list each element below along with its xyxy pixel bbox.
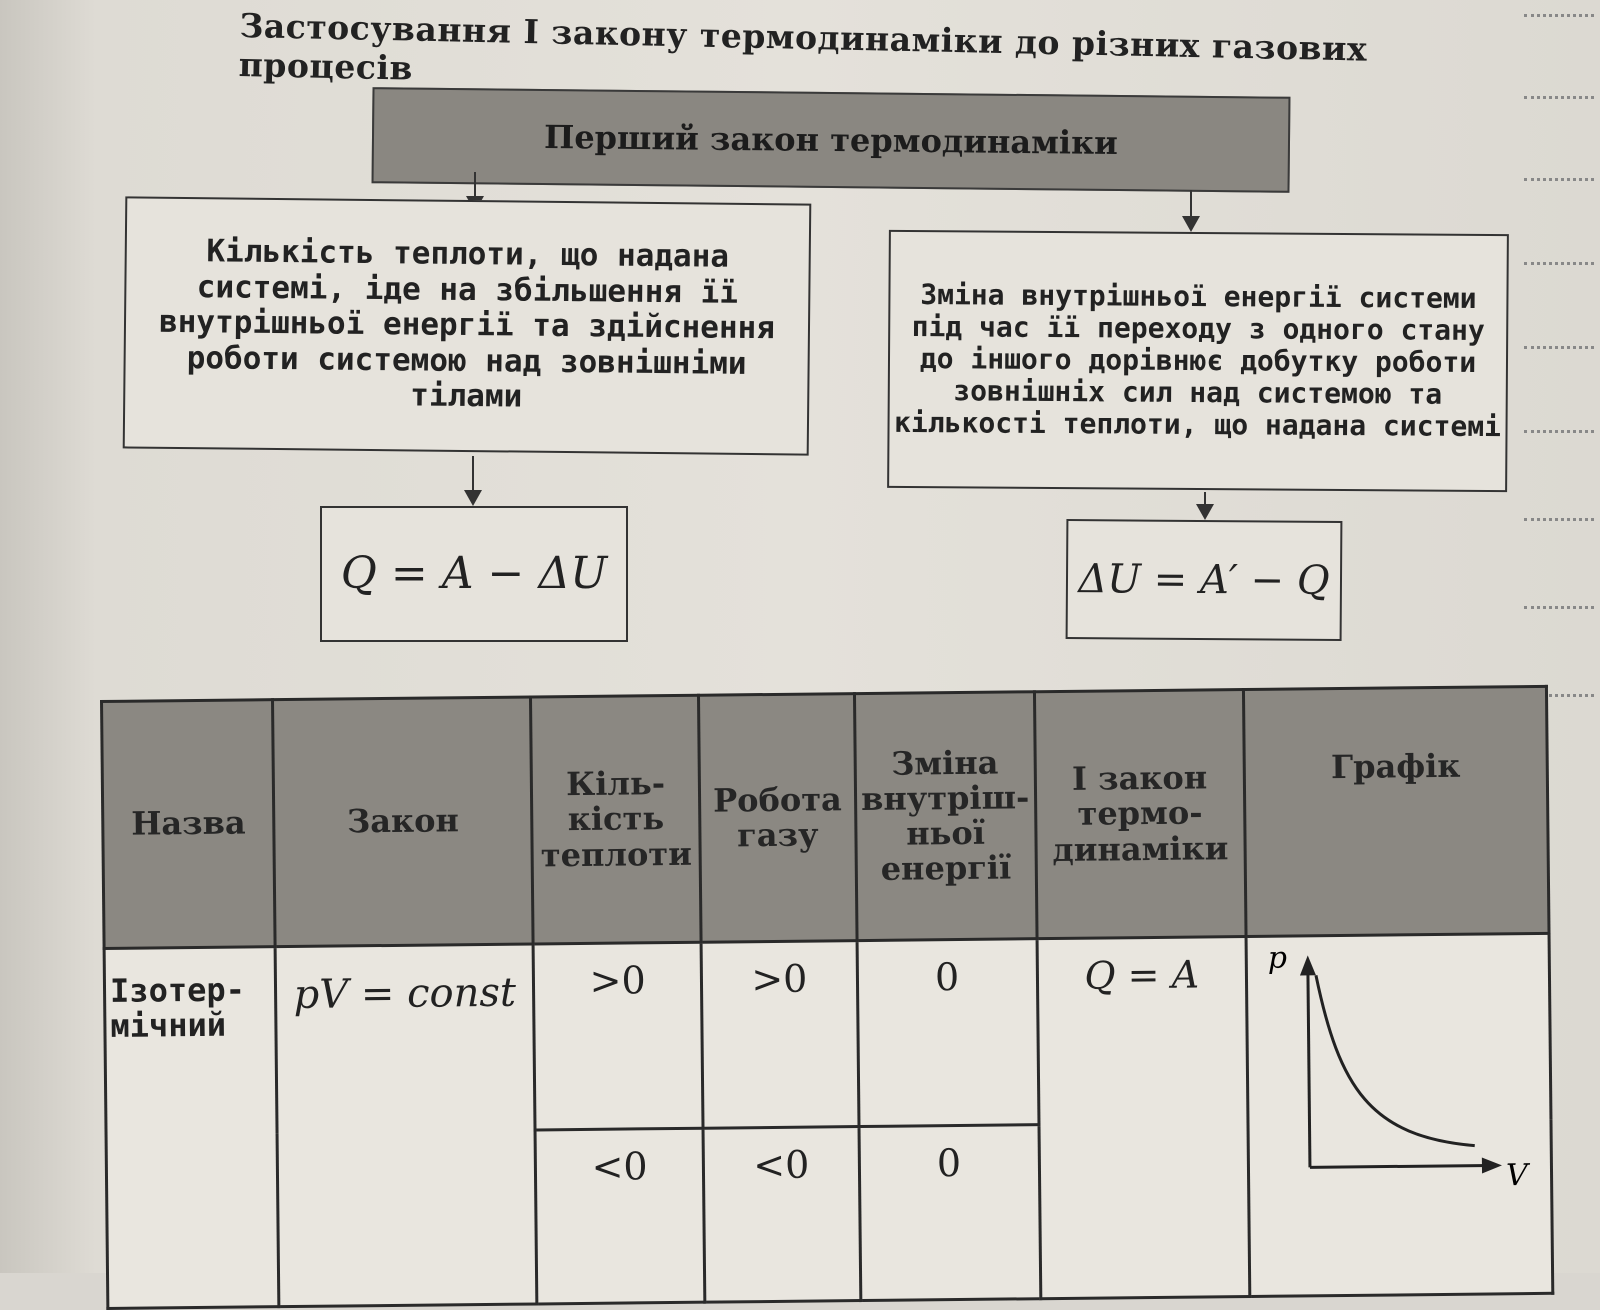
work-negative: <0 <box>703 1127 860 1303</box>
processes-table-wrap <box>100 685 1566 1260</box>
y-axis-label: p <box>1267 940 1288 976</box>
left-formula: Q = A − ΔU <box>320 506 628 642</box>
margin-dots <box>1524 262 1594 265</box>
margin-dots <box>1524 14 1594 17</box>
margin-dots <box>1524 430 1594 433</box>
isotherm-graph <box>1248 935 1551 1258</box>
energy-zero-1: 0 <box>857 939 1039 1127</box>
first-law-header: Перший закон термодинаміки <box>372 87 1291 193</box>
margin-dots <box>1524 606 1594 609</box>
x-axis-arrow-icon <box>1482 1157 1502 1173</box>
margin-dots <box>1524 178 1594 181</box>
margin-dots <box>1524 96 1594 99</box>
table-header-row <box>102 686 1550 948</box>
header-law: Закон <box>273 697 534 947</box>
header-name: Назва <box>102 700 276 949</box>
process-name: Ізотер- мічний <box>104 947 279 1309</box>
header-first-law: І закон термо- динаміки <box>1034 690 1246 939</box>
work-positive: >0 <box>701 941 858 1129</box>
margin-dots <box>1524 346 1594 349</box>
header-graph: Графік <box>1243 686 1549 936</box>
heat-negative: <0 <box>535 1128 705 1304</box>
energy-zero-2: 0 <box>859 1125 1041 1301</box>
process-law: pV = const <box>275 944 537 1307</box>
first-law-formula: Q = A <box>1037 937 1250 1299</box>
x-axis-label: V <box>1505 1158 1528 1194</box>
heat-positive: >0 <box>533 942 703 1130</box>
isotherm-curve <box>1316 974 1475 1148</box>
page-title: Застосування І закону термодинаміки до різних газових процесів <box>238 6 1368 88</box>
right-statement: Зміна внутрішньої енергії системи під час її переходу з одного стану до іншого дорівнює добутку роботи зовнішніх сил над системою та кількості теплоти, що надана системі <box>887 230 1509 492</box>
y-axis-arrow-icon <box>1300 955 1316 975</box>
right-formula: ΔU = A′ − Q <box>1066 519 1343 641</box>
margin-dots <box>1524 518 1594 521</box>
arrow-down-icon <box>1204 492 1206 506</box>
left-statement: Кількість теплоти, що надана системі, іде на збільшення її внутрішньої енергії та здійснення роботи системою над зовнішніми тілами <box>123 196 812 455</box>
processes-table <box>100 685 1554 1310</box>
arrow-down-icon <box>472 456 474 492</box>
arrow-down-icon <box>1190 190 1192 218</box>
header-work: Робота газу <box>699 694 857 943</box>
table-row <box>104 933 1551 1134</box>
graph-cell <box>1246 933 1553 1296</box>
arrow-down-icon <box>474 172 476 198</box>
y-axis <box>1308 967 1310 1167</box>
header-heat: Кіль- кість теплоти <box>531 695 701 944</box>
header-energy: Зміна внутріш- ньої енергії <box>854 692 1037 941</box>
x-axis <box>1310 1165 1490 1167</box>
